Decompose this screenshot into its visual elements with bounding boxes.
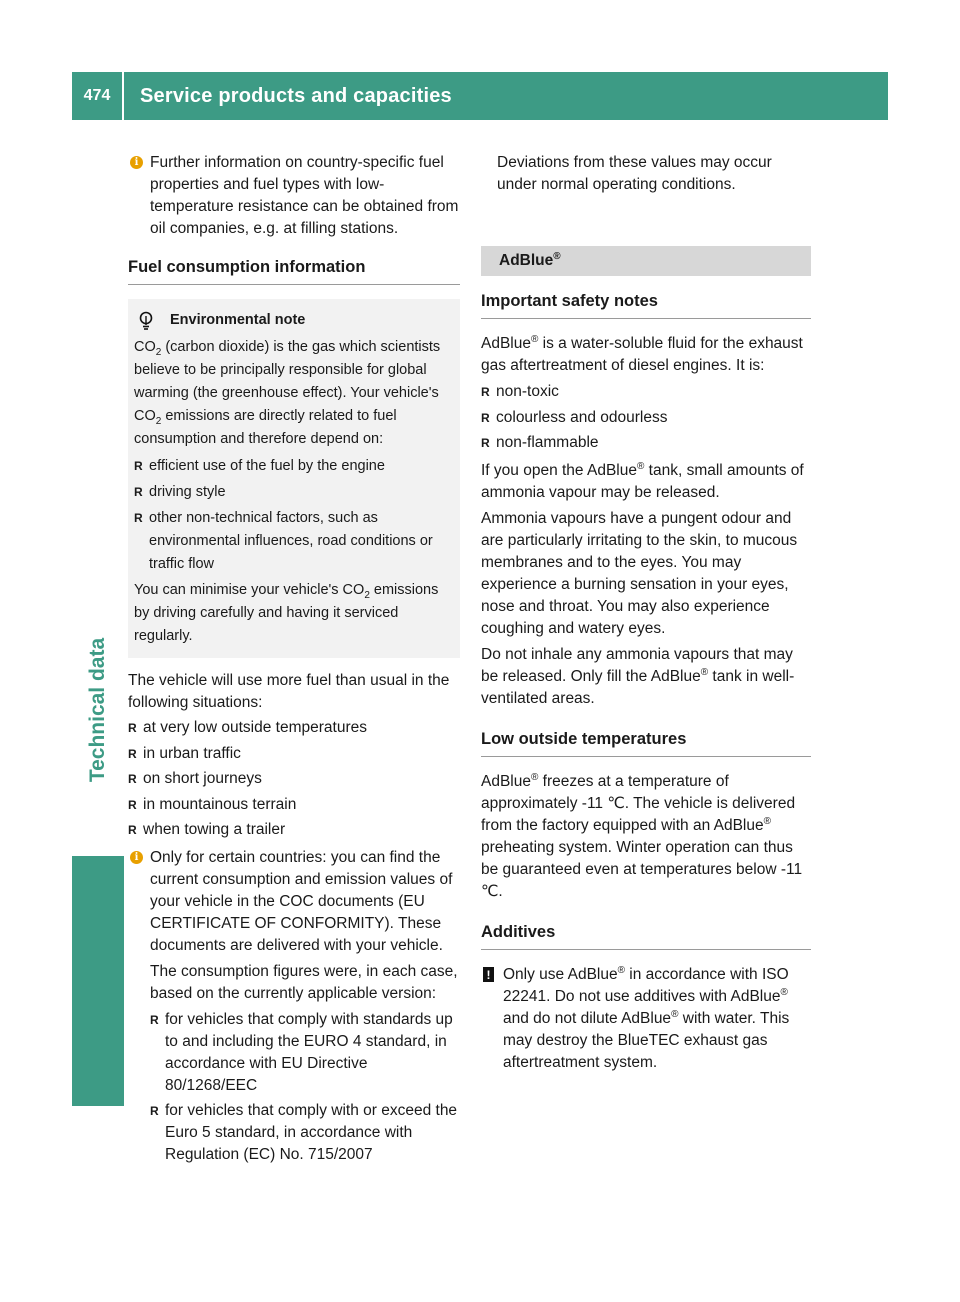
list-item: R driving style xyxy=(134,481,452,504)
deviation-note: Deviations from these values may occur under normal operating conditions. xyxy=(497,154,772,193)
situations-intro: The vehicle will use more fuel than usual in the following situations: xyxy=(128,672,450,711)
warning-icon: ! xyxy=(483,967,494,982)
low-temperature-paragraph: AdBlue® freezes at a temperature of approximately -11 ℃. The vehicle is delivered from the factory equipped with an AdBlue® preheating system. Winter operation can thus be guaranteed even at temperatures below -11 ℃. xyxy=(481,771,803,900)
list-item: R in mountainous terrain xyxy=(128,794,460,816)
list-item: R efficient use of the fuel by the engine xyxy=(134,455,452,478)
safety-paragraph-2: If you open the AdBlue® tank, small amounts of ammonia vapour may be released. xyxy=(481,460,804,501)
environmental-note-box xyxy=(128,299,460,658)
info-note-coc xyxy=(128,847,460,1169)
standards-list xyxy=(150,1009,460,1166)
list-item: R non-toxic xyxy=(481,381,811,403)
section-heading-fuel: Fuel consumption information xyxy=(128,256,460,285)
env-paragraph-2: You can minimise your vehicle's $CO_2$ emissions by driving carefully and having it serviced regularly. xyxy=(134,582,439,644)
environmental-note-heading: Environmental note xyxy=(170,312,306,328)
left-column xyxy=(128,152,460,1169)
env-paragraph-1: $CO_2$ (carbon dioxide) is the gas which scientists believe to be principally responsible for global warming (the greenhouse effect). Your vehicle's $CO_2$ emissions are directly related to fuel consumption and therefore depend on: xyxy=(134,339,441,447)
consumption-paragraph: The consumption figures were, in each case, based on the currently applicable version: xyxy=(150,963,458,1002)
coc-paragraph: Only for certain countries: you can find the current consumption and emission values of your vehicle in the COC documents (EU CERTIFICATE OF CONFORMITY). These documents are delivered with your vehicle. xyxy=(150,849,453,954)
list-item: R colourless and odourless xyxy=(481,407,811,429)
section-heading-additives: Additives xyxy=(481,921,811,950)
environmental-note-title xyxy=(134,309,452,332)
right-column xyxy=(481,152,811,1090)
safety-paragraph-1: AdBlue® is a water-soluble fluid for the exhaust gas aftertreatment of diesel engines. It is: xyxy=(481,333,803,374)
list-item: R in urban traffic xyxy=(128,743,460,765)
situations-list xyxy=(128,717,460,841)
page-title: Service products and capacities xyxy=(140,85,452,107)
section-heading-safety: Important safety notes xyxy=(481,290,811,319)
section-heading-low-temperatures: Low outside temperatures xyxy=(481,728,811,757)
list-item: R for vehicles that comply with standards up to and including the EURO 4 standard, in accordance with EU Directive 80/1268/EEC xyxy=(150,1009,460,1097)
list-item: R other non-technical factors, such as environmental influences, road conditions or traffic flow xyxy=(134,507,452,576)
side-tab-label: Technical data xyxy=(86,637,110,783)
info-note-text: Further information on country-specific fuel properties and fuel types with low-temperature resistance can be obtained from oil companies, e.g. at filling stations. xyxy=(150,154,459,237)
list-item: R for vehicles that comply with or exceed the Euro 5 standard, in accordance with Regulation (EC) No. 715/2007 xyxy=(150,1100,460,1166)
info-icon: i xyxy=(130,156,143,169)
side-tab xyxy=(72,580,124,840)
page-number: 474 xyxy=(72,72,124,120)
properties-list xyxy=(481,381,811,454)
safety-paragraph-4: Do not inhale any ammonia vapours that may be released. Only fill the AdBlue® tank in well-ventilated areas. xyxy=(481,646,795,707)
safety-paragraph-3: Ammonia vapours have a pungent odour and are particularly irritating to the skin, to mucous membranes and to the eyes. You may experience a burning sensation in your eyes, nose and throat. You may also experience coughing and watery eyes. xyxy=(481,510,798,637)
info-note xyxy=(128,152,460,240)
info-icon: i xyxy=(130,851,143,864)
env-bullet-list xyxy=(134,455,452,576)
lightbulb-icon xyxy=(138,311,154,331)
list-item: R when towing a trailer xyxy=(128,819,460,841)
side-tab-marker xyxy=(72,856,124,1106)
section-bar-adblue: AdBlue® xyxy=(481,246,811,276)
warning-note-text: Only use AdBlue® in accordance with ISO 22241. Do not use additives with AdBlue® and do not dilute AdBlue® with water. This may destroy the BlueTEC exhaust gas aftertreatment system. xyxy=(503,964,790,1071)
warning-note xyxy=(481,964,811,1074)
list-item: R at very low outside temperatures xyxy=(128,717,460,739)
list-item: R non-flammable xyxy=(481,432,811,454)
list-item: R on short journeys xyxy=(128,768,460,790)
